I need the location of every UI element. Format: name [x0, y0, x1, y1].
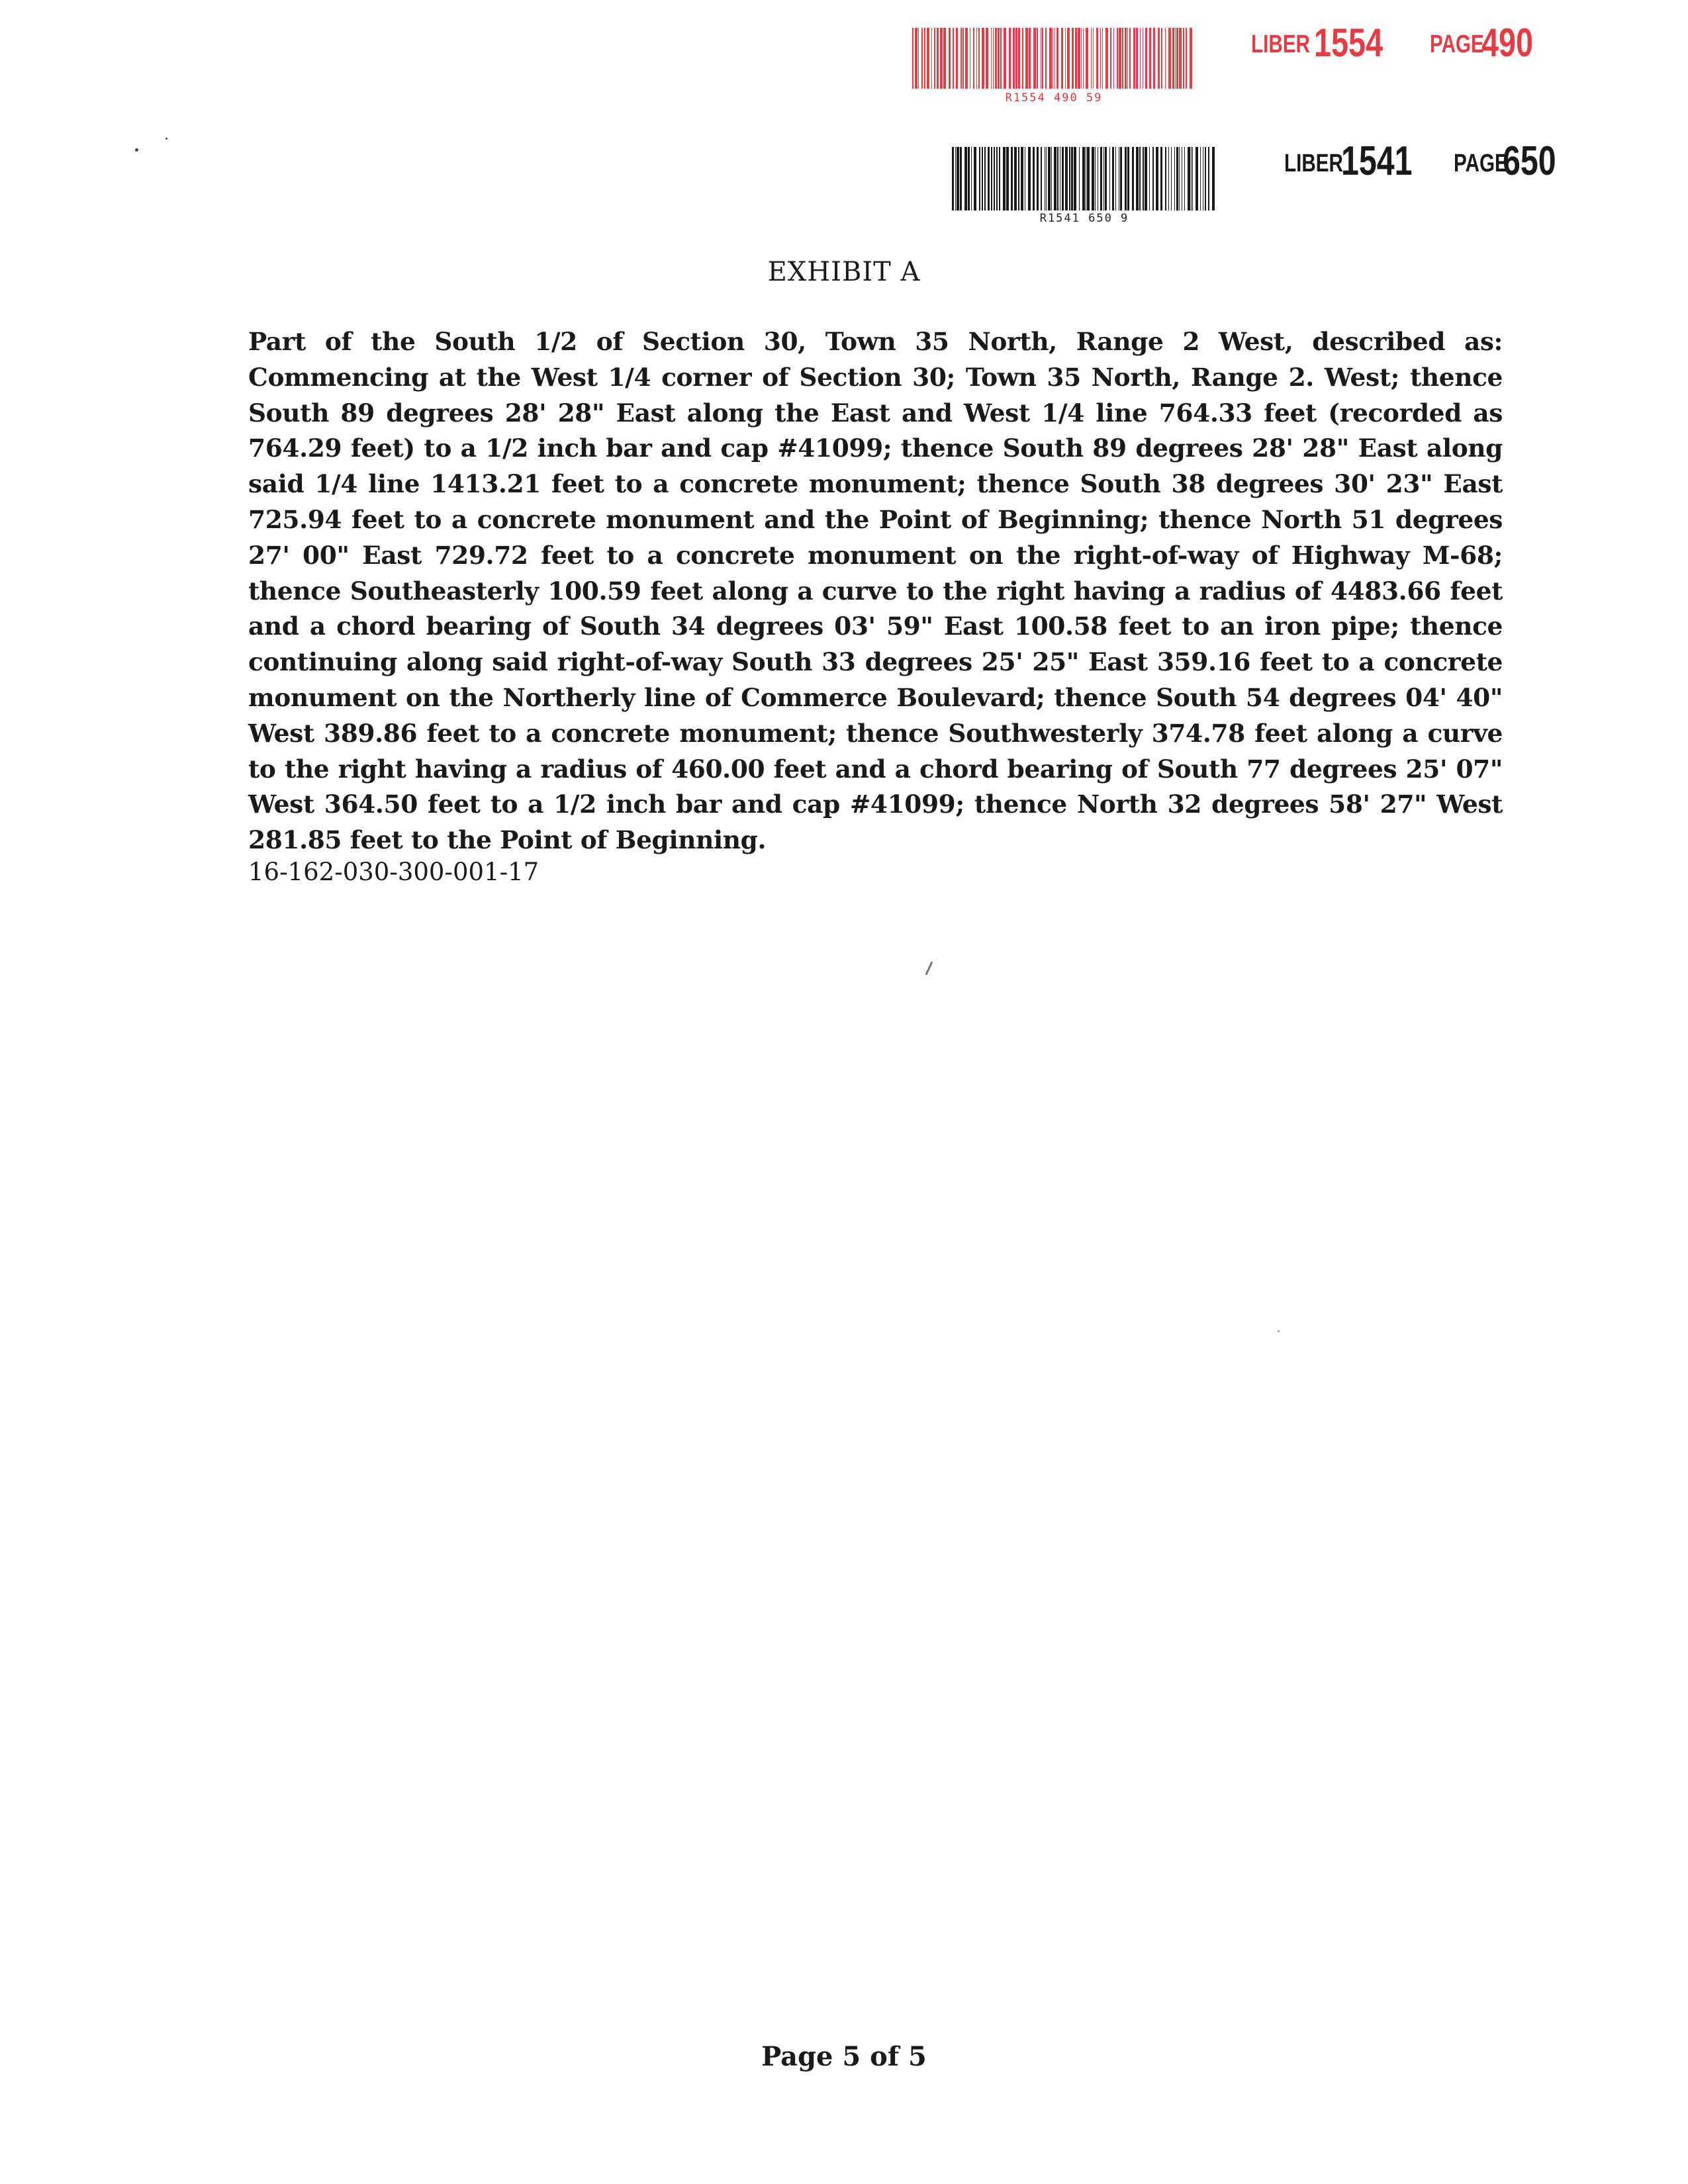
barcode-bar	[1176, 147, 1178, 210]
legal-description-paragraph: Part of the South 1/2 of Section 30, Town 35 North, Range 2 West, described as: Commencing at the West 1/4 corner of Section 30; Town 35 North, Range 2. West; thence South 89 degrees 28' 28" East along the East and West 1/4 line 764.33 feet (recorded as 764.29 feet) to a 1/2 inch bar and cap #41099; thence South 89 degrees 28' 28" East along said 1/4 line 1413.21 feet to a concrete monument; thence South 38 degrees 30' 23" East 725.94 feet to a concrete monument and the Point of Beginning; thence North 51 degrees 27' 00" East 729.72 feet to a concrete monument on the right-of-way of Highway M-68; thence Southeasterly 100.59 feet along a curve to the right having a radius of 4483.66 feet and a chord bearing of South 34 degrees 03' 59" East 100.58 feet to an iron pipe; thence continuing along said right-of-way South 33 degrees 25' 25" East 359.16 feet to a concrete monument on the Northerly line of Commerce Boulevard; thence South 54 degrees 04' 40" West 389.86 feet to a concrete monument; thence Southwesterly 374.78 feet along a curve to the right having a radius of 460.00 feet and a chord bearing of South 77 degrees 25' 07" West 364.50 feet to a 1/2 inch bar and cap #41099; thence North 32 degrees 58' 27" West 281.85 feet to the Point of Beginning.	[248, 327, 1503, 855]
barcode-bar	[1153, 28, 1155, 89]
liber-1541-number: 1541	[1341, 138, 1413, 184]
barcode-bar	[1096, 28, 1098, 89]
barcode-bar	[927, 28, 929, 89]
barcode-bar	[1179, 147, 1180, 210]
barcode-bar	[960, 147, 962, 210]
barcode-bar	[921, 28, 923, 89]
barcode-bar	[940, 28, 943, 89]
barcode-bar	[1046, 147, 1047, 210]
barcode-bar	[1145, 147, 1147, 210]
barcode-bar	[931, 28, 932, 89]
barcode-bar	[1037, 147, 1039, 210]
barcode-bar	[1054, 147, 1056, 210]
barcode-bar	[1022, 28, 1023, 89]
barcode-bar	[1120, 147, 1122, 210]
barcode-bar	[1091, 28, 1092, 89]
barcode-bar	[1081, 28, 1082, 89]
barcode-bar	[1136, 28, 1138, 89]
barcode-bar	[937, 28, 939, 89]
barcode-bar	[1057, 147, 1058, 210]
liber-1541-label: LIBER	[1284, 150, 1343, 177]
barcode-bar	[952, 147, 954, 210]
barcode-bar	[1074, 147, 1076, 210]
barcode-bar	[1127, 147, 1129, 210]
liber-1554-barcode-code: R1554 490 59	[1005, 91, 1103, 105]
barcode-bar	[915, 28, 917, 89]
barcode-bar	[1018, 28, 1020, 89]
barcode-bar	[918, 28, 919, 89]
barcode-bar	[993, 28, 994, 89]
barcode-bar	[1122, 28, 1123, 89]
barcode-bar	[1028, 147, 1031, 210]
barcode-bar	[955, 147, 956, 210]
barcode-bar	[1143, 147, 1144, 210]
barcode-bar	[1168, 147, 1169, 210]
page-footer: Page 5 of 5	[761, 2041, 927, 2072]
barcode-bar	[1184, 147, 1185, 210]
barcode-bar	[1127, 28, 1128, 89]
barcode-bar	[1160, 147, 1162, 210]
barcode-bar	[1136, 147, 1139, 210]
barcode-bar	[991, 147, 992, 210]
barcode-bar	[998, 28, 1000, 89]
barcode-bar	[971, 147, 972, 210]
barcode-bar	[1196, 147, 1198, 210]
barcode-bar	[1152, 147, 1154, 210]
barcode-bar	[1056, 28, 1058, 89]
liber-1541-barcode	[952, 147, 1217, 210]
barcode-bar	[1018, 147, 1019, 210]
barcode-bar	[1179, 28, 1182, 89]
barcode-bar	[982, 28, 984, 89]
barcode-bar	[1174, 147, 1175, 210]
barcode-bar	[1156, 147, 1158, 210]
barcode-bar	[953, 28, 954, 89]
barcode-bar	[1014, 147, 1017, 210]
liber-1554-label: LIBER	[1251, 30, 1310, 58]
exhibit-title: EXHIBIT A	[767, 257, 921, 287]
barcode-bar	[974, 147, 976, 210]
barcode-bar	[1200, 147, 1201, 210]
barcode-bar	[1183, 28, 1184, 89]
barcode-bar	[956, 28, 958, 89]
barcode-bar	[1165, 147, 1166, 210]
barcode-bar	[1033, 147, 1035, 210]
barcode-bar	[1092, 147, 1094, 210]
barcode-bar	[1145, 28, 1147, 89]
liber-1541-barcode-code: R1541 650 9	[1039, 212, 1129, 225]
barcode-bar	[1105, 28, 1108, 89]
scan-speck	[135, 148, 138, 152]
barcode-bar	[957, 147, 959, 210]
barcode-bar	[1208, 147, 1209, 210]
barcode-bar	[1103, 147, 1104, 210]
barcode-bar	[1186, 28, 1187, 89]
barcode-bar	[996, 147, 998, 210]
barcode-bar	[1125, 28, 1127, 89]
barcode-bar	[1021, 147, 1023, 210]
barcode-bar	[1115, 147, 1116, 210]
barcode-bar	[1117, 28, 1118, 89]
barcode-bar	[1015, 28, 1017, 89]
barcode-bar	[1125, 147, 1127, 210]
barcode-bar	[1171, 147, 1172, 210]
barcode-bar	[1033, 28, 1036, 89]
barcode-bar	[1132, 147, 1134, 210]
barcode-bar	[1140, 28, 1141, 89]
barcode-bar	[1003, 147, 1006, 210]
barcode-bar	[1165, 28, 1166, 89]
scan-speck	[165, 138, 167, 140]
barcode-bar	[1119, 28, 1121, 89]
barcode-bar	[1109, 147, 1110, 210]
barcode-bar	[1205, 147, 1206, 210]
barcode-bar	[962, 28, 964, 89]
liber-1554-page-label: PAGE	[1430, 30, 1484, 58]
barcode-bar	[1129, 28, 1131, 89]
barcode-bar	[1172, 28, 1174, 89]
barcode-bar	[1069, 147, 1070, 210]
barcode-bar	[1149, 147, 1150, 210]
barcode-bar	[1095, 147, 1096, 210]
liber-1554-barcode	[912, 28, 1196, 89]
barcode-bar	[979, 147, 980, 210]
barcode-bar	[995, 28, 997, 89]
barcode-bar	[1000, 28, 1002, 89]
barcode-bar	[1048, 147, 1051, 210]
barcode-bar	[912, 28, 914, 89]
barcode-bar	[1191, 147, 1192, 210]
barcode-bar	[1041, 147, 1042, 210]
barcode-bar	[1011, 147, 1013, 210]
barcode-bar	[1061, 28, 1063, 89]
barcode-bar	[976, 28, 977, 89]
barcode-bar	[986, 28, 988, 89]
barcode-bar	[1025, 28, 1028, 89]
barcode-bar	[991, 28, 992, 89]
barcode-bar	[1190, 28, 1192, 89]
barcode-bar	[1049, 28, 1052, 89]
liber-1541-page-label: PAGE	[1454, 150, 1508, 177]
barcode-bar	[1113, 28, 1114, 89]
barcode-bar	[1175, 28, 1176, 89]
liber-1554-page-number: 490	[1481, 21, 1534, 65]
barcode-bar	[934, 28, 935, 89]
barcode-bar	[1078, 28, 1080, 89]
barcode-bar	[1067, 28, 1070, 89]
barcode-bar	[1009, 28, 1011, 89]
liber-1554-number: 1554	[1314, 21, 1383, 65]
scan-speck	[925, 961, 933, 975]
barcode-bar	[1045, 28, 1047, 89]
liber-1541-page-number: 650	[1503, 138, 1556, 184]
barcode-bar	[1083, 28, 1084, 89]
barcode-bar	[1086, 28, 1088, 89]
barcode-bar	[1139, 147, 1141, 210]
barcode-bar	[1062, 147, 1064, 210]
barcode-bar	[1087, 147, 1090, 210]
barcode-bar	[1072, 28, 1074, 89]
barcode-bar	[968, 147, 970, 210]
barcode-bar	[984, 147, 986, 210]
scan-speck	[1278, 1330, 1280, 1332]
barcode-bar	[1100, 147, 1102, 210]
barcode-bar	[1042, 28, 1043, 89]
barcode-bar	[949, 28, 951, 89]
barcode-bar	[1065, 28, 1066, 89]
barcode-bar	[943, 28, 946, 89]
barcode-bar	[1037, 28, 1038, 89]
barcode-bar	[1149, 28, 1151, 89]
barcode-bar	[1110, 28, 1111, 89]
barcode-bar	[1133, 28, 1135, 89]
barcode-bar	[978, 28, 980, 89]
barcode-bar	[1082, 147, 1085, 210]
barcode-bar	[1079, 147, 1080, 210]
barcode-bar	[964, 147, 967, 210]
barcode-bar	[982, 147, 983, 210]
barcode-bar	[1168, 28, 1171, 89]
barcode-bar	[1192, 147, 1193, 210]
barcode-bar	[1161, 28, 1162, 89]
barcode-bar	[924, 28, 925, 89]
barcode-bar	[1188, 147, 1190, 210]
barcode-bar	[1051, 147, 1052, 210]
barcode-bar	[1112, 147, 1114, 210]
barcode-bar	[1100, 28, 1101, 89]
barcode-bar	[1212, 147, 1215, 210]
barcode-bar	[994, 147, 995, 210]
barcode-bar	[988, 147, 990, 210]
barcode-bar	[1004, 28, 1006, 89]
barcode-bar	[1105, 147, 1107, 210]
barcode-bar	[1065, 147, 1068, 210]
barcode-bar	[1176, 28, 1178, 89]
barcode-bar	[999, 147, 1000, 210]
barcode-bar	[965, 28, 968, 89]
barcode-bar	[973, 28, 974, 89]
barcode-bar	[1013, 28, 1015, 89]
barcode-bar	[1158, 28, 1160, 89]
parcel-number: 16-162-030-300-001-17	[248, 858, 539, 886]
barcode-bar	[1006, 147, 1009, 210]
barcode-bar	[961, 28, 962, 89]
barcode-bar	[1075, 28, 1077, 89]
barcode-bar	[1102, 28, 1103, 89]
barcode-bar	[1029, 28, 1031, 89]
barcode-bar	[1093, 28, 1094, 89]
barcode-bar	[1071, 147, 1073, 210]
